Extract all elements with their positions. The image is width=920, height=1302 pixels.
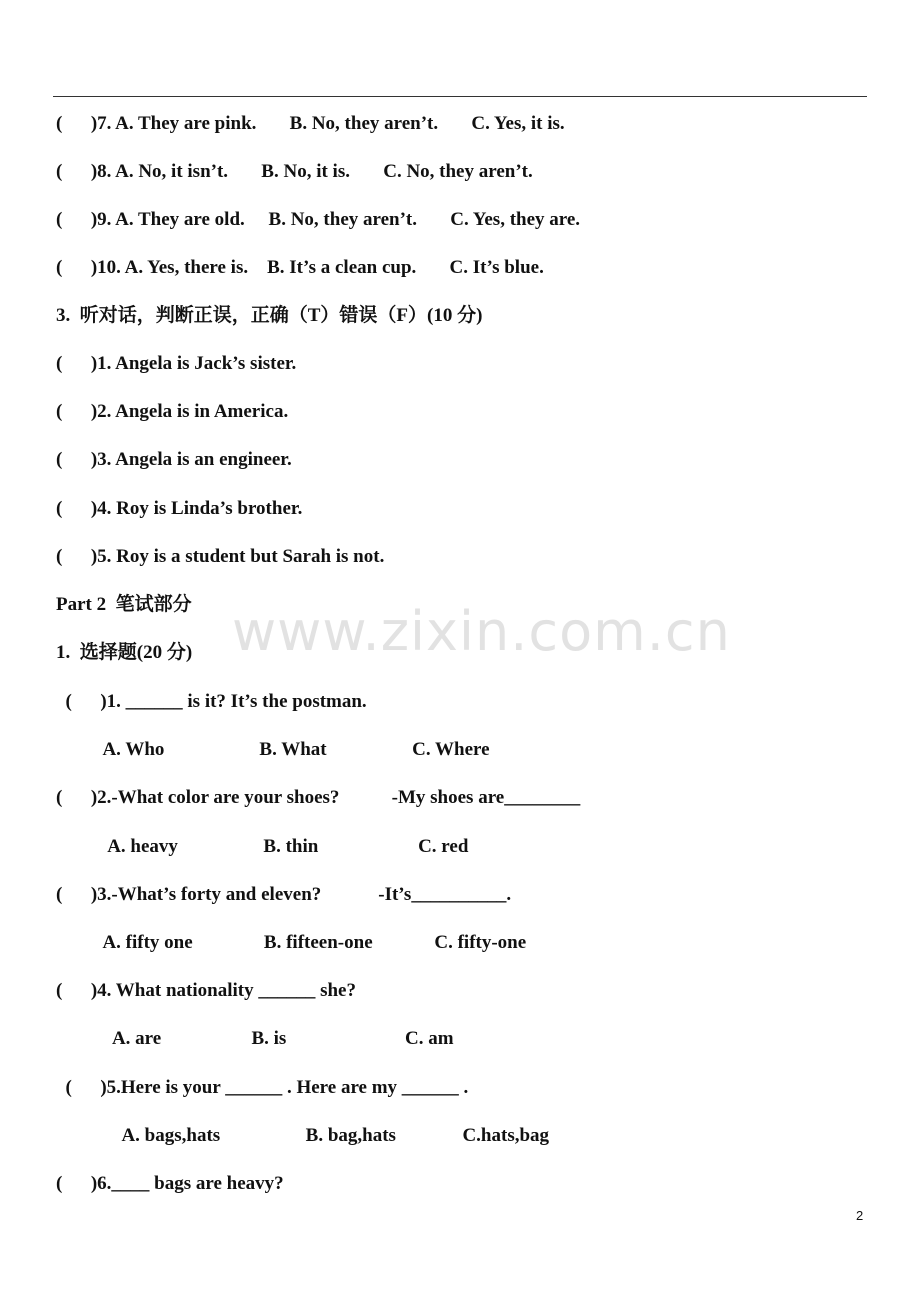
text-line: ( )8. A. No, it isn’t. B. No, it is. C. No, they aren’t. [56, 161, 533, 182]
text-line: A. fifty one B. fifteen-one C. fifty-one [56, 932, 527, 953]
text-line: ( )3.-What’s forty and eleven? -It’s__________. [56, 884, 512, 905]
text-line: 3. 听对话，判断正误，正确（T）错误（F）(10 分) [56, 305, 483, 326]
text-line: ( )4. What nationality ______ she? [56, 980, 356, 1001]
text-line: ( )2.-What color are your shoes? -My shoes are________ [56, 787, 581, 808]
text-line: Part 2 笔试部分 [56, 594, 192, 615]
text-line: A. bags,hats B. bag,hats C.hats,bag [56, 1125, 550, 1146]
text-line: ( )7. A. They are pink. B. No, they aren’t. C. Yes, it is. [56, 113, 565, 134]
text-line: ( )9. A. They are old. B. No, they aren’t. C. Yes, they are. [56, 209, 581, 230]
text-line: A. Who B. What C. Where [56, 739, 490, 760]
text-line: A. heavy B. thin C. red [56, 836, 469, 857]
text-line: ( )5.Here is your ______ . Here are my ______ . [56, 1077, 469, 1098]
text-line: ( )4. Roy is Linda’s brother. [56, 498, 303, 519]
header-rule [53, 96, 867, 97]
text-line: ( )5. Roy is a student but Sarah is not. [56, 546, 385, 567]
text-line: ( )3. Angela is an engineer. [56, 449, 292, 470]
text-line: ( )1. ______ is it? It’s the postman. [56, 691, 367, 712]
text-line: ( )10. A. Yes, there is. B. It’s a clean cup. C. It’s blue. [56, 257, 544, 278]
text-line: ( )6.____ bags are heavy? [56, 1173, 284, 1194]
text-line: 1. 选择题(20 分) [56, 642, 193, 663]
text-line: ( )1. Angela is Jack’s sister. [56, 353, 297, 374]
text-line: ( )2. Angela is in America. [56, 401, 289, 422]
page-number: 2 [856, 1208, 864, 1223]
watermark: www.zixin.com.cn [232, 600, 731, 663]
text-line: A. are B. is C. am [56, 1028, 454, 1049]
